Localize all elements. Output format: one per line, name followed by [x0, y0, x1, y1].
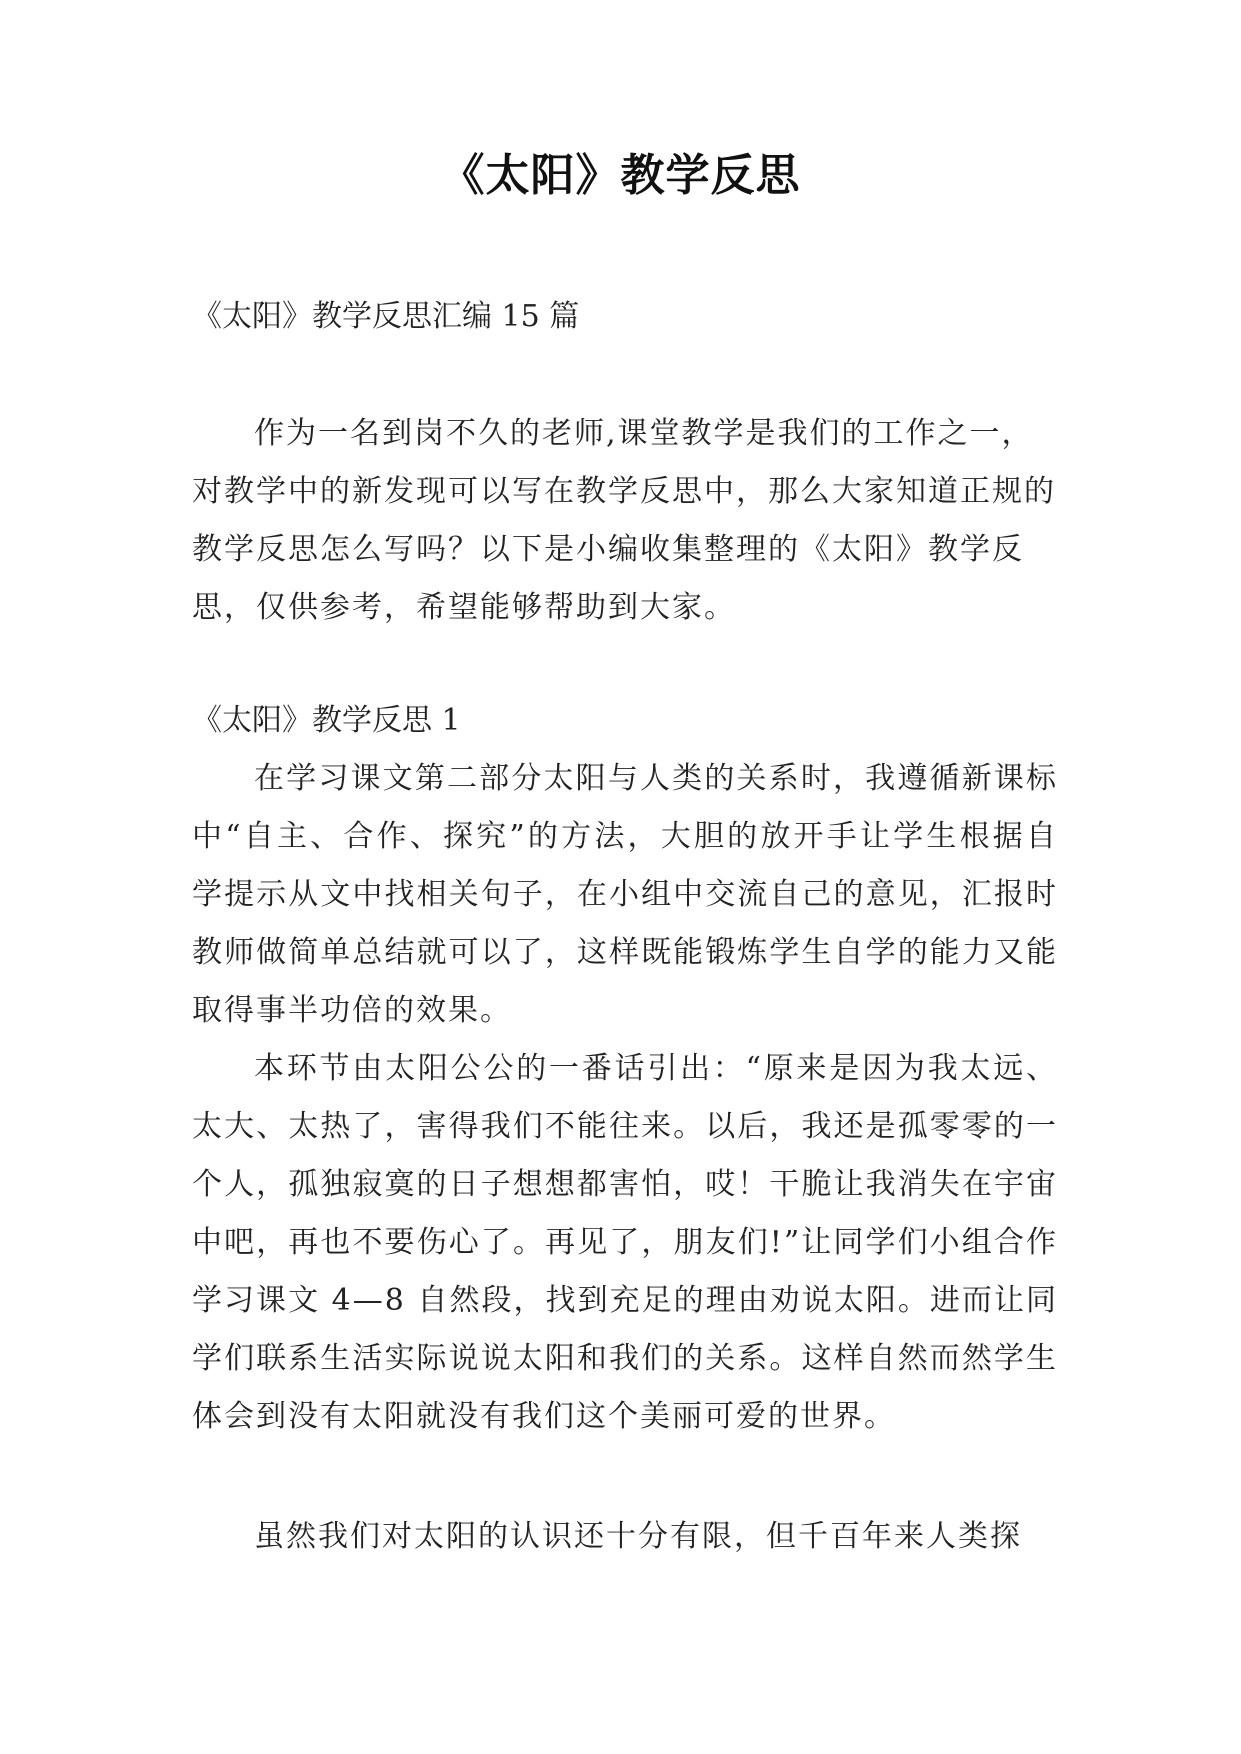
section-heading: 《太阳》教学反思 1	[192, 703, 461, 738]
document-title: 《太阳》教学反思	[440, 150, 801, 201]
intro-paragraph: 作为一名到岗不久的老师,课堂教学是我们的工作之一，对教学中的新发现可以写在教学反思中，那么大家知道正规的教学反思怎么写吗？以下是小编收集整理的《太阳》教学反思，仅供参考，希望能够帮助到大家。	[192, 416, 1056, 625]
document-subtitle: 《太阳》教学反思汇编 15 篇	[192, 299, 580, 334]
body-paragraph: 在学习课文第二部分太阳与人类的关系时，我遵循新课标中“自主、合作、探究”的方法，大胆的放开手让学生根据自学提示从文中找相关句子，在小组中交流自己的意见，汇报时教师做简单总结就可以了，这样既能锻炼学生自学的能力又能取得事半功倍的效果。	[192, 761, 1058, 1028]
body-paragraph: 本环节由太阳公公的一番话引出：“原来是因为我太远、太大、太热了，害得我们不能往来。以后，我还是孤零零的一个人，孤独寂寞的日子想想都害怕，哎！干脆让我消失在宇宙中吧，再也不要伤心了。再见了，朋友们!”让同学们小组合作学习课文 4—8 自然段，找到充足的理由劝说太阳。进而让同学们联系生活实际说说太阳和我们的关系。这样自然而然学生体会到没有太阳就没有我们这个美丽可爱的世界。	[192, 1051, 1058, 1434]
body-paragraph: 虽然我们对太阳的认识还十分有限，但千百年来人类探	[254, 1519, 1022, 1554]
